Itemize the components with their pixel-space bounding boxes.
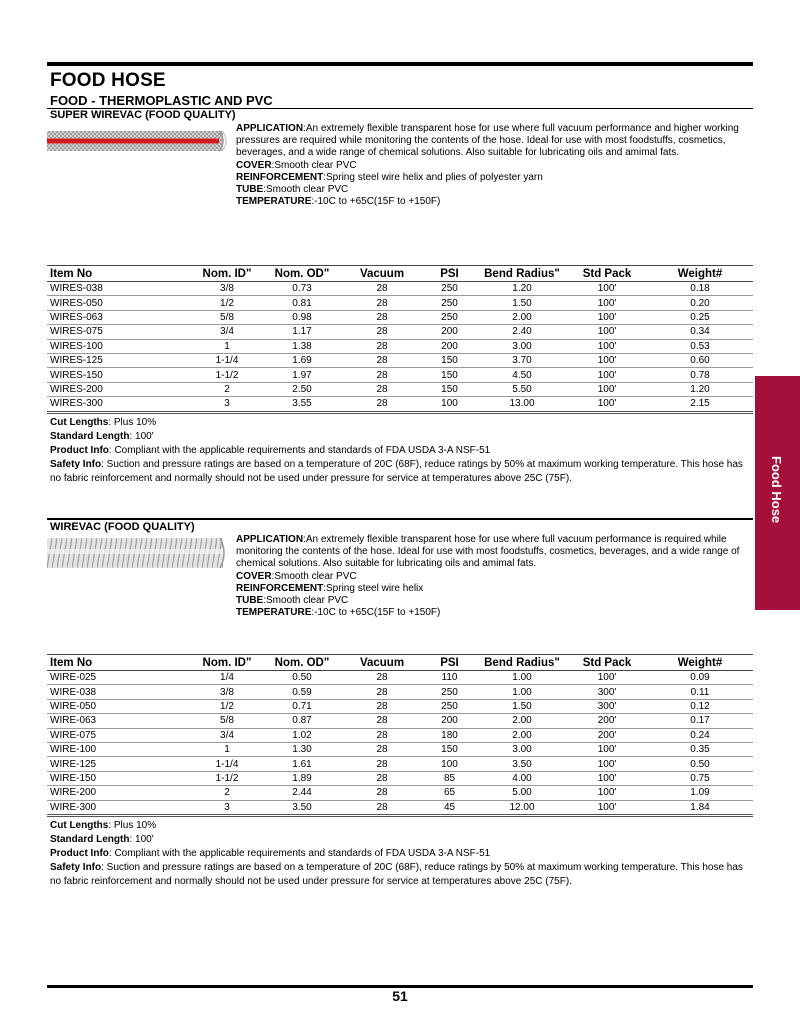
table-cell: 0.78 xyxy=(647,368,753,382)
table-cell: 0.11 xyxy=(647,685,753,699)
table-cell: 28 xyxy=(342,296,422,310)
table-cell: 28 xyxy=(342,685,422,699)
column-header: PSI xyxy=(422,266,477,282)
table-cell: 28 xyxy=(342,800,422,815)
temperature-line: TEMPERATURE:-10C to +65C(15F to +150F) xyxy=(236,196,441,208)
table-cell: 0.73 xyxy=(262,282,342,296)
table-cell: WIRE-025 xyxy=(47,671,192,685)
table-row xyxy=(47,296,753,310)
table-cell: 0.24 xyxy=(647,728,753,742)
table-cell: 200 xyxy=(422,714,477,728)
table-cell: 1-1/4 xyxy=(192,353,262,367)
table-cell: 150 xyxy=(422,353,477,367)
standard-length: Standard Length: 100' xyxy=(50,834,154,845)
column-header: Weight# xyxy=(647,655,753,671)
spec-table xyxy=(47,654,753,817)
table-cell: 0.87 xyxy=(262,714,342,728)
section-title: SUPER WIREVAC (FOOD QUALITY) xyxy=(50,109,236,121)
table-row xyxy=(47,310,753,324)
table-cell: 1-1/2 xyxy=(192,368,262,382)
table-cell: 3.55 xyxy=(262,397,342,412)
table-cell: 3 xyxy=(192,800,262,815)
table-cell: 100' xyxy=(567,742,647,756)
table-cell: WIRES-100 xyxy=(47,339,192,353)
table-row xyxy=(47,800,753,815)
spec-table xyxy=(47,265,753,414)
page-subtitle: FOOD - THERMOPLASTIC AND PVC xyxy=(50,93,273,108)
table-cell: WIRES-200 xyxy=(47,382,192,396)
table-row xyxy=(47,325,753,339)
table-cell: 2.40 xyxy=(477,325,567,339)
table-cell: WIRE-150 xyxy=(47,771,192,785)
column-header: Std Pack xyxy=(567,655,647,671)
table-row xyxy=(47,786,753,800)
table-cell: 100' xyxy=(567,368,647,382)
table-cell: 3 xyxy=(192,397,262,412)
table-cell: 0.35 xyxy=(647,742,753,756)
table-row xyxy=(47,339,753,353)
side-tab xyxy=(755,376,800,610)
table-cell: 1.30 xyxy=(262,742,342,756)
table-cell: 1.20 xyxy=(477,282,567,296)
table-row xyxy=(47,282,753,296)
table-cell: 200' xyxy=(567,728,647,742)
section-rule xyxy=(47,518,753,520)
product-info: Product Info: Compliant with the applicable requirements and standards of FDA USDA 3-A NSF-51 xyxy=(50,445,491,456)
table-row xyxy=(47,671,753,685)
table-cell: 0.50 xyxy=(647,757,753,771)
table-cell: 45 xyxy=(422,800,477,815)
product-info: Product Info: Compliant with the applicable requirements and standards of FDA USDA 3-A NSF-51 xyxy=(50,848,491,859)
table-cell: 0.98 xyxy=(262,310,342,324)
cut-lengths: Cut Lengths: Plus 10% xyxy=(50,820,157,831)
table-cell: 100' xyxy=(567,786,647,800)
table-cell: 5.50 xyxy=(477,382,567,396)
table-cell: 150 xyxy=(422,742,477,756)
table-cell: 1/4 xyxy=(192,671,262,685)
page-number: 51 xyxy=(392,988,408,1004)
table-cell: 1.61 xyxy=(262,757,342,771)
table-cell: 1-1/2 xyxy=(192,771,262,785)
table-cell: 28 xyxy=(342,353,422,367)
column-header: PSI xyxy=(422,655,477,671)
table-cell: 250 xyxy=(422,699,477,713)
table-cell: 28 xyxy=(342,397,422,412)
table-cell: 150 xyxy=(422,382,477,396)
table-cell: 28 xyxy=(342,728,422,742)
table-cell: 1.84 xyxy=(647,800,753,815)
table-cell: 28 xyxy=(342,786,422,800)
table-cell: 3.00 xyxy=(477,339,567,353)
table-cell: 1.00 xyxy=(477,671,567,685)
table-cell: WIRE-038 xyxy=(47,685,192,699)
table-cell: 3/8 xyxy=(192,282,262,296)
table-row xyxy=(47,353,753,367)
hose-image xyxy=(47,538,227,568)
table-cell: 0.71 xyxy=(262,699,342,713)
table-cell: 1.09 xyxy=(647,786,753,800)
table-cell: 13.00 xyxy=(477,397,567,412)
table-cell: 0.09 xyxy=(647,671,753,685)
column-header: Vacuum xyxy=(342,266,422,282)
table-row xyxy=(47,757,753,771)
table-cell: 0.59 xyxy=(262,685,342,699)
table-row xyxy=(47,742,753,756)
table-cell: 0.20 xyxy=(647,296,753,310)
table-cell: 2.00 xyxy=(477,310,567,324)
cut-lengths: Cut Lengths: Plus 10% xyxy=(50,417,157,428)
table-cell: 28 xyxy=(342,742,422,756)
table-cell: 28 xyxy=(342,699,422,713)
table-cell: 0.75 xyxy=(647,771,753,785)
table-cell: 1 xyxy=(192,339,262,353)
column-header: Item No xyxy=(47,655,192,671)
cover-line: COVER:Smooth clear PVC xyxy=(236,159,357,171)
table-cell: 5/8 xyxy=(192,714,262,728)
table-cell: 200 xyxy=(422,339,477,353)
tube-line: TUBE:Smooth clear PVC xyxy=(236,595,349,607)
table-cell: 300' xyxy=(567,699,647,713)
table-cell: 1.69 xyxy=(262,353,342,367)
column-header: Bend Radius" xyxy=(477,266,567,282)
table-cell: 250 xyxy=(422,310,477,324)
table-cell: 0.17 xyxy=(647,714,753,728)
table-row xyxy=(47,382,753,396)
table-cell: 3.50 xyxy=(262,800,342,815)
reinforcement-line: REINFORCEMENT:Spring steel wire helix xyxy=(236,582,424,594)
table-cell: 28 xyxy=(342,325,422,339)
column-header: Std Pack xyxy=(567,266,647,282)
column-header: Nom. OD" xyxy=(262,655,342,671)
section-description xyxy=(236,534,752,619)
table-cell: 4.50 xyxy=(477,368,567,382)
table-cell: 5.00 xyxy=(477,786,567,800)
section-description xyxy=(236,123,752,208)
safety-info: Safety Info: Suction and pressure ratings are based on a temperature of 20C (68F), reduce ratings by 50% at maximum working temperature. This hose has no fabric reinforcement and normally should not be used under pressure for service at temperatures above 25C (75F). xyxy=(50,459,743,484)
table-cell: 3.00 xyxy=(477,742,567,756)
table-cell: 2.44 xyxy=(262,786,342,800)
table-cell: 2.00 xyxy=(477,714,567,728)
table-cell: 180 xyxy=(422,728,477,742)
temperature-line: TEMPERATURE:-10C to +65C(15F to +150F) xyxy=(236,607,441,619)
table-cell: 1.50 xyxy=(477,699,567,713)
column-header: Nom. OD" xyxy=(262,266,342,282)
table-cell: 1.00 xyxy=(477,685,567,699)
table-cell: WIRE-063 xyxy=(47,714,192,728)
table-cell: 28 xyxy=(342,671,422,685)
table-cell: 0.81 xyxy=(262,296,342,310)
table-cell: 1.02 xyxy=(262,728,342,742)
section-notes xyxy=(50,416,750,486)
table-cell: WIRE-125 xyxy=(47,757,192,771)
table-cell: WIRE-200 xyxy=(47,786,192,800)
table-cell: 1.38 xyxy=(262,339,342,353)
section-wirevac xyxy=(47,518,753,898)
table-cell: 250 xyxy=(422,296,477,310)
table-cell: 2.15 xyxy=(647,397,753,412)
table-cell: 28 xyxy=(342,714,422,728)
table-cell: 0.12 xyxy=(647,699,753,713)
column-header: Item No xyxy=(47,266,192,282)
top-rule xyxy=(47,62,753,66)
table-cell: 28 xyxy=(342,282,422,296)
column-header: Bend Radius" xyxy=(477,655,567,671)
table-row xyxy=(47,699,753,713)
table-cell: 100' xyxy=(567,382,647,396)
table-cell: 2.50 xyxy=(262,382,342,396)
standard-length: Standard Length: 100' xyxy=(50,431,154,442)
table-cell: 250 xyxy=(422,685,477,699)
table-cell: 1/2 xyxy=(192,296,262,310)
table-row xyxy=(47,368,753,382)
table-cell: 100' xyxy=(567,671,647,685)
table-cell: 100 xyxy=(422,757,477,771)
table-cell: 0.53 xyxy=(647,339,753,353)
table-cell: WIRE-050 xyxy=(47,699,192,713)
table-cell: WIRE-075 xyxy=(47,728,192,742)
table-cell: 2 xyxy=(192,382,262,396)
column-header: Nom. ID" xyxy=(192,266,262,282)
table-row xyxy=(47,397,753,412)
table-cell: 1 xyxy=(192,742,262,756)
table-cell: WIRES-075 xyxy=(47,325,192,339)
table-cell: 100' xyxy=(567,310,647,324)
table-cell: 2 xyxy=(192,786,262,800)
table-cell: 28 xyxy=(342,339,422,353)
table-cell: 100' xyxy=(567,325,647,339)
side-tab-label: Food Hose xyxy=(769,456,784,524)
table-cell: 200 xyxy=(422,325,477,339)
reinforcement-line: REINFORCEMENT:Spring steel wire helix and plies of polyester yarn xyxy=(236,171,543,183)
table-cell: 110 xyxy=(422,671,477,685)
tube-line: TUBE:Smooth clear PVC xyxy=(236,184,349,196)
page-title: FOOD HOSE xyxy=(50,70,166,91)
table-cell: 100' xyxy=(567,397,647,412)
table-cell: WIRE-300 xyxy=(47,800,192,815)
table-cell: 100' xyxy=(567,800,647,815)
table-cell: 3/4 xyxy=(192,325,262,339)
section-super-wirevac xyxy=(47,109,753,489)
table-cell: 0.18 xyxy=(647,282,753,296)
table-row xyxy=(47,771,753,785)
section-title: WIREVAC (FOOD QUALITY) xyxy=(50,521,195,533)
table-cell: 65 xyxy=(422,786,477,800)
table-cell: 100' xyxy=(567,757,647,771)
table-cell: WIRES-125 xyxy=(47,353,192,367)
table-cell: 0.50 xyxy=(262,671,342,685)
table-cell: 28 xyxy=(342,382,422,396)
column-header: Vacuum xyxy=(342,655,422,671)
safety-info: Safety Info: Suction and pressure ratings are based on a temperature of 20C (68F), reduce ratings by 50% at maximum working temperature. This hose has no fabric reinforcement and normally should not be used under pressure for service at temperatures above 25C (75F). xyxy=(50,862,743,887)
table-cell: 12.00 xyxy=(477,800,567,815)
table-cell: WIRES-038 xyxy=(47,282,192,296)
table-cell: 150 xyxy=(422,368,477,382)
table-cell: 100' xyxy=(567,771,647,785)
table-cell: 1.89 xyxy=(262,771,342,785)
table-cell: 100' xyxy=(567,296,647,310)
table-cell: 3.50 xyxy=(477,757,567,771)
application-line: APPLICATION:An extremely flexible transparent hose for use where full vacuum performance is required while monitoring the contents of the hose. Ideal for use with most foodstuffs, cosmetics, beverages, and a wide range of chemical solutions. Also suitable for lubricating oils and amimal fats. xyxy=(236,534,740,570)
table-cell: 3/4 xyxy=(192,728,262,742)
table-cell: 250 xyxy=(422,282,477,296)
table-cell: 28 xyxy=(342,310,422,324)
table-cell: 0.60 xyxy=(647,353,753,367)
table-cell: 300' xyxy=(567,685,647,699)
table-cell: 5/8 xyxy=(192,310,262,324)
table-cell: WIRES-300 xyxy=(47,397,192,412)
cover-line: COVER:Smooth clear PVC xyxy=(236,570,357,582)
table-cell: 1.97 xyxy=(262,368,342,382)
column-header: Weight# xyxy=(647,266,753,282)
table-cell: 100 xyxy=(422,397,477,412)
table-cell: 1.17 xyxy=(262,325,342,339)
table-row xyxy=(47,714,753,728)
table-cell: 200' xyxy=(567,714,647,728)
application-line: APPLICATION:An extremely flexible transparent hose for use where full vacuum performance and higher working pressures are required while monitoring the contents of the hose. Ideal for use with most foodstuffs, cosmetics, beverages, and a wide range of chemical solutions. Also suitable for lubricating oils and amimal fats. xyxy=(236,123,739,159)
table-cell: WIRES-050 xyxy=(47,296,192,310)
table-cell: 1-1/4 xyxy=(192,757,262,771)
table-cell: WIRE-100 xyxy=(47,742,192,756)
column-header: Nom. ID" xyxy=(192,655,262,671)
table-cell: 1.20 xyxy=(647,382,753,396)
table-cell: 28 xyxy=(342,757,422,771)
table-cell: 4.00 xyxy=(477,771,567,785)
table-header-row xyxy=(47,655,753,671)
table-cell: 100' xyxy=(567,339,647,353)
hose-image-red-stripe xyxy=(47,130,227,152)
table-row xyxy=(47,728,753,742)
table-header-row xyxy=(47,266,753,282)
table-cell: 0.34 xyxy=(647,325,753,339)
table-cell: 100' xyxy=(567,353,647,367)
table-cell: 3.70 xyxy=(477,353,567,367)
table-cell: 85 xyxy=(422,771,477,785)
table-cell: 28 xyxy=(342,368,422,382)
table-cell: 1.50 xyxy=(477,296,567,310)
table-cell: WIRES-150 xyxy=(47,368,192,382)
table-cell: 1/2 xyxy=(192,699,262,713)
table-cell: 100' xyxy=(567,282,647,296)
table-cell: 2.00 xyxy=(477,728,567,742)
table-cell: 3/8 xyxy=(192,685,262,699)
table-row xyxy=(47,685,753,699)
table-cell: WIRES-063 xyxy=(47,310,192,324)
table-cell: 0.25 xyxy=(647,310,753,324)
section-notes xyxy=(50,819,750,889)
table-cell: 28 xyxy=(342,771,422,785)
